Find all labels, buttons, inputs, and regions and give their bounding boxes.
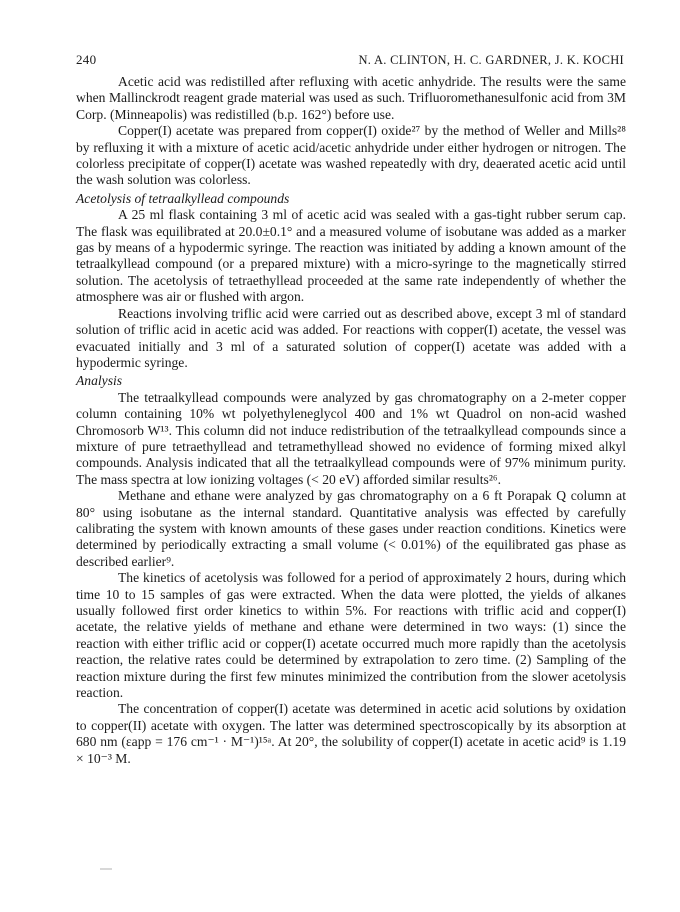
section-analysis — [76, 373, 626, 767]
page-number: 240 — [76, 52, 97, 67]
section-materials — [76, 74, 626, 189]
paragraph: Copper(I) acetate was prepared from copper(I) oxide²⁷ by the method of Weller and Mills²⁸ by refluxing it with a mixture of acetic acid/acetic anhydride under either hydrogen or nitrogen. The colorless precipitate of copper(I) acetate was washed repeatedly with dry, deaerated acetic acid until the wash solution was colorless. — [76, 123, 626, 188]
paragraph: Methane and ethane were analyzed by gas chromatography on a 6 ft Porapak Q column at 80° using isobutane as the internal standard. Quantitative analysis was effected by carefully calibrating the system with known amounts of these gases under reaction conditions. Kinetics were determined by periodically extracting a small volume (< 0.01%) of the equilibrated gas phase as described earlier⁹. — [76, 488, 626, 569]
section-heading: Analysis — [76, 373, 123, 389]
paragraph: The concentration of copper(I) acetate was determined in acetic acid solutions by oxidation to copper(II) acetate with oxygen. The latter was determined spectroscopically by its absorption at 680 nm (εapp = 176 cm⁻¹ · M⁻¹)¹⁵ᵃ. At 20°, the solubility of copper(I) acetate in acetic acid⁹ is 1.19 × 10⁻³ M. — [76, 701, 626, 766]
paragraph: Reactions involving triflic acid were carried out as described above, except 3 ml of standard solution of triflic acid in acetic acid was added. For reactions with copper(I) acetate, the vessel was evacuated initially and 3 ml of a saturated solution of copper(I) acetate was added with a hypodermic syringe. — [76, 305, 626, 370]
section-acetolysis — [76, 191, 626, 371]
section-heading: Acetolysis of tetraalkyllead compounds — [76, 190, 290, 206]
paragraph: A 25 ml flask containing 3 ml of acetic acid was sealed with a gas-tight rubber serum cap. The flask was equilibrated at 20.0±0.1° and a measured volume of isobutane was added as a marker gas by means of a hypodermic syringe. The reaction was initiated by adding a known amount of the tetraalkyllead compound (or a prepared mixture) with a micro-syringe to the magnetically stirred solution. The acetolysis of tetraethyllead proceeded at the same rate independently of whether the atmosphere was air or flushed with argon. — [76, 207, 626, 305]
author-line: N. A. CLINTON, H. C. GARDNER, J. K. KOCHI — [358, 53, 624, 67]
paragraph: The kinetics of acetolysis was followed for a period of approximately 2 hours, during which time 10 to 15 samples of gas were extracted. When the data were plotted, the yields of alkanes usually followed first order kinetics to within 5%. For reactions with triflic acid and copper(I) acetate, the relative yields of methane and ethane were determined in two ways: (1) since the reaction with either triflic acid or copper(I) acetate occurred much more rapidly than the acetolysis reaction, the relative rates could be determined by extrapolation to zero time. (2) Sampling of the reaction mixture during the first few minutes minimized the contribution from the slower acetolysis reaction. — [76, 570, 626, 701]
paragraph: The tetraalkyllead compounds were analyzed by gas chromatography on a 2-meter copper column containing 10% wt polyethyleneglycol 400 and 1% wt Quadrol on non-acid washed Chromosorb W¹³. This column did not induce redistribution of the tetraalkyllead compounds since a mixture of pure tetraethyllead and tetramethyllead showed no evidence of forming mixed alkyl compounds. Analysis indicated that all the tetraalkyllead compounds were of 97% minimum purity. The mass spectra at low ionizing voltages (< 20 eV) afforded similar results²⁶. — [76, 389, 626, 487]
article-body — [76, 74, 626, 767]
running-header — [76, 52, 624, 68]
scan-speck — [100, 868, 112, 870]
paragraph: Acetic acid was redistilled after refluxing with acetic anhydride. The results were the same when Mallinckrodt reagent grade material was used as such. Trifluoromethanesulfonic acid from 3M Corp. (Minneapolis) was redistilled (b.p. 162°) before use. — [76, 74, 626, 122]
